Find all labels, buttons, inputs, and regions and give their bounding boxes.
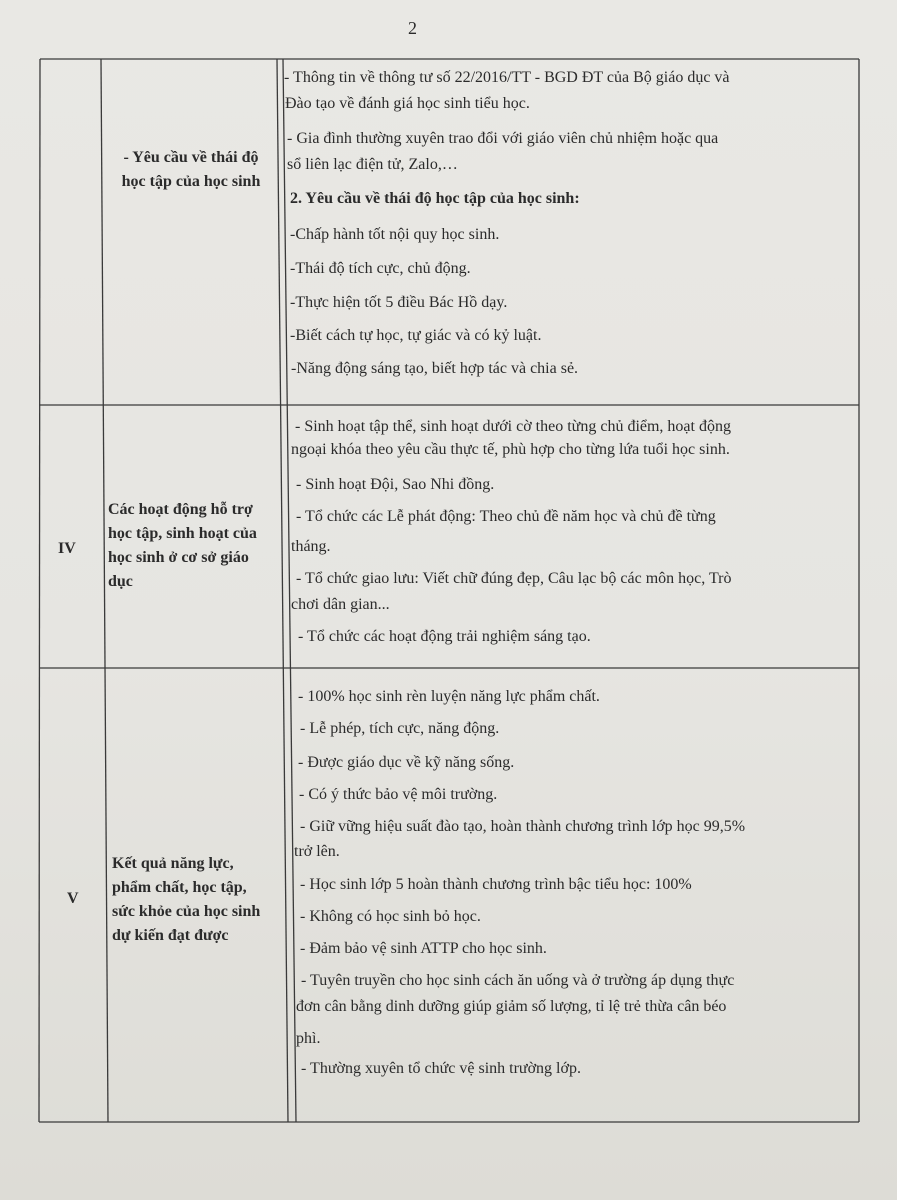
criterion-line: - Yêu cầu về thái độ (123, 149, 259, 166)
content-line: - Tuyên truyền cho học sinh cách ăn uống và ở trường áp dụng thực (301, 972, 735, 989)
content-line: trở lên. (294, 843, 340, 860)
content-line: -Thực hiện tốt 5 điều Bác Hồ dạy. (290, 294, 508, 311)
content-line: - 100% học sinh rèn luyện năng lực phẩm chất. (298, 688, 600, 705)
content-line: ngoại khóa theo yêu cầu thực tế, phù hợp cho từng lứa tuổi học sinh. (291, 441, 730, 458)
content-line: -Năng động sáng tạo, biết hợp tác và chia sẻ. (291, 360, 579, 377)
content-line: chơi dân gian... (291, 596, 390, 613)
content-line: phì. (296, 1030, 321, 1047)
content-line: đơn cân bằng dinh dưỡng giúp giảm số lượng, tỉ lệ trẻ thừa cân béo (296, 998, 727, 1015)
criterion-line: sức khỏe của học sinh (112, 903, 261, 920)
criterion-line: dục (108, 573, 133, 590)
criterion-cell (100, 146, 282, 194)
content-line: - Tổ chức các hoạt động trải nghiệm sáng tạo. (298, 628, 591, 645)
row-number: V (67, 890, 79, 907)
content-line: sổ liên lạc điện tử, Zalo,… (287, 156, 458, 173)
criterion-line: học tập, sinh hoạt của (108, 525, 257, 542)
content-line: -Chấp hành tốt nội quy học sinh. (290, 226, 500, 243)
content-line: - Gia đình thường xuyên trao đổi với giáo viên chủ nhiệm hoặc qua (287, 130, 719, 147)
content-line: - Sinh hoạt tập thể, sinh hoạt dưới cờ theo từng chủ điểm, hoạt động (295, 418, 731, 435)
content-line: -Biết cách tự học, tự giác và có kỷ luật. (290, 327, 542, 344)
content-line: - Đảm bảo vệ sinh ATTP cho học sinh. (300, 940, 547, 957)
content-line: - Không có học sinh bỏ học. (300, 908, 481, 925)
content-heading: 2. Yêu cầu về thái độ học tập của học sinh: (290, 190, 580, 207)
content-line: - Thông tin về thông tư số 22/2016/TT - BGD ĐT của Bộ giáo dục và (284, 69, 730, 86)
page-number: 2 (408, 18, 417, 38)
criterion-line: dự kiến đạt được (112, 927, 229, 944)
criterion-line: phẩm chất, học tập, (112, 879, 247, 896)
content-line: - Thường xuyên tổ chức vệ sinh trường lớp. (301, 1060, 581, 1077)
content-line: - Giữ vững hiệu suất đào tạo, hoàn thành chương trình lớp học 99,5% (300, 818, 746, 835)
content-line: - Được giáo dục về kỹ năng sống. (298, 754, 515, 771)
criterion-cell (108, 498, 288, 594)
criterion-line: Các hoạt động hỗ trợ (108, 501, 253, 518)
criterion-line: học sinh ở cơ sở giáo (108, 549, 249, 566)
criterion-line: học tập của học sinh (121, 173, 261, 190)
content-line: - Có ý thức bảo vệ môi trường. (299, 786, 498, 803)
content-line: - Lễ phép, tích cực, năng động. (300, 720, 500, 737)
content-line: - Học sinh lớp 5 hoàn thành chương trình bậc tiểu học: 100% (300, 876, 692, 893)
content-line: - Sinh hoạt Đội, Sao Nhi đồng. (296, 476, 495, 493)
content-line: -Thái độ tích cực, chủ động. (290, 260, 471, 277)
content-line: tháng. (291, 538, 331, 555)
criterion-line: Kết quả năng lực, (112, 855, 234, 872)
content-line: - Tổ chức các Lễ phát động: Theo chủ đề năm học và chủ đề từng (296, 508, 716, 525)
content-line: - Tổ chức giao lưu: Viết chữ đúng đẹp, Câu lạc bộ các môn học, Trò (296, 570, 732, 587)
row-number: IV (58, 540, 76, 557)
criterion-cell (112, 852, 294, 948)
content-line: Đào tạo về đánh giá học sinh tiểu học. (285, 95, 530, 112)
